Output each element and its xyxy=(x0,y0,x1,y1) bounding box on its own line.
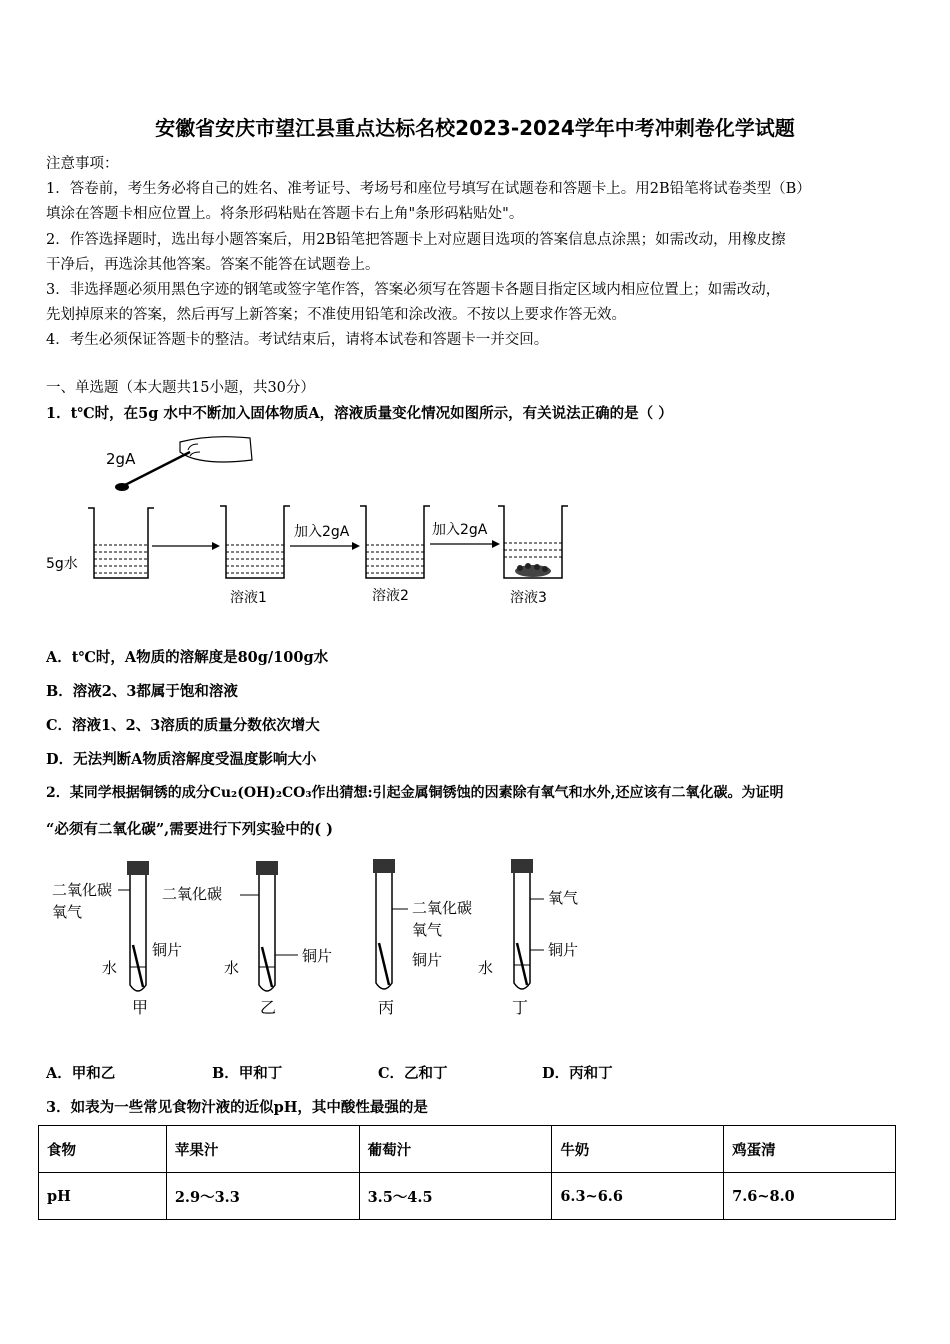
bing-gas-label-2: 氧气 xyxy=(412,921,443,939)
q2-option-b: B．甲和丁 xyxy=(212,1065,283,1082)
solution-3-label: 溶液3 xyxy=(510,590,547,606)
hand-icon xyxy=(180,437,252,462)
table-cell: 食物 xyxy=(39,1126,167,1173)
ding-gas-label: 氧气 xyxy=(548,889,579,907)
solution-1-label: 溶液1 xyxy=(230,590,267,606)
q2-option-a: A．甲和乙 xyxy=(46,1065,116,1082)
test-tube-yi xyxy=(256,861,278,991)
notice-line: 4．考生必须保证答题卡的整洁。考试结束后，请将本试卷和答题卡一并交回。 xyxy=(46,332,549,348)
notice-line: 填涂在答题卡相应位置上。将条形码粘贴在答题卡右上角"条形码粘贴处"。 xyxy=(46,206,524,222)
notice-heading: 注意事项： xyxy=(46,156,119,172)
q2-stem-1: 2．某同学根据铜锈的成分Cu₂(OH)₂CO₃作出猜想:引起金属铜锈蚀的因素除有氧气和水外,还应该有二氧化碳。为证明 xyxy=(46,785,784,801)
q2-option-d: D．丙和丁 xyxy=(542,1065,613,1082)
page-title: 安徽省安庆市望江县重点达标名校2023-2024学年中考冲刺卷化学试题 xyxy=(155,116,795,140)
water-label: 5g水 xyxy=(46,556,78,572)
table-row xyxy=(39,1173,896,1220)
table-cell: 苹果汁 xyxy=(166,1126,359,1173)
ding-copper-label: 铜片 xyxy=(548,941,579,959)
table-cell: 鸡蛋清 xyxy=(724,1126,896,1173)
notice-line: 3．非选择题必须用黑色字迹的钢笔或签字笔作答，答案必须写在答题卡各题目指定区域内相应位置上；如需改动， xyxy=(46,282,781,298)
table-cell: 7.6~8.0 xyxy=(724,1173,896,1220)
yi-label: 乙 xyxy=(260,998,277,1017)
q2-option-c: C．乙和丁 xyxy=(378,1065,448,1082)
solution-2-label: 溶液2 xyxy=(372,588,409,604)
table-cell: pH xyxy=(39,1173,167,1220)
jia-label: 甲 xyxy=(132,998,149,1017)
notice-line: 2．作答选择题时，选出每小题答案后，用2B铅笔把答题卡上对应题目选项的答案信息点涂黑；如需改动，用橡皮擦 xyxy=(46,232,786,248)
table-cell: 3.5～4.5 xyxy=(359,1173,552,1220)
bing-copper-label: 铜片 xyxy=(412,951,443,969)
q3-stem: 3．如表为一些常见食物汁液的近似pH，其中酸性最强的是 xyxy=(46,1099,428,1116)
test-tube-jia xyxy=(127,861,149,991)
jia-copper-label: 铜片 xyxy=(152,941,183,959)
bing-gas-label-1: 二氧化碳 xyxy=(412,899,473,917)
q1-option-b: B．溶液2、3都属于饱和溶液 xyxy=(46,683,238,700)
jia-water-label: 水 xyxy=(102,959,118,977)
q2-stem-2: “必须有二氧化碳”,需要进行下列实验中的( ) xyxy=(46,821,333,838)
table-cell: 6.3~6.6 xyxy=(552,1173,724,1220)
table-cell: 牛奶 xyxy=(552,1126,724,1173)
table-cell: 葡萄汁 xyxy=(359,1126,552,1173)
yi-gas-label: 二氧化碳 xyxy=(162,885,223,903)
section-heading: 一、单选题（本大题共15小题，共30分） xyxy=(46,380,315,396)
q2-test-tube-figure xyxy=(40,855,600,1025)
yi-copper-label: 铜片 xyxy=(302,947,333,965)
jia-gas-label-1: 二氧化碳 xyxy=(52,881,113,899)
ding-label: 丁 xyxy=(512,998,529,1017)
q1-option-d: D．无法判断A物质溶解度受温度影响大小 xyxy=(46,751,317,768)
q1-stem: 1．t℃时，在5g 水中不断加入固体物质A，溶液质量变化情况如图所示，有关说法正确的是（ ） xyxy=(46,405,673,422)
table-cell: 2.9～3.3 xyxy=(166,1173,359,1220)
ph-table xyxy=(38,1125,896,1220)
table-header-row xyxy=(39,1126,896,1173)
q1-option-c: C．溶液1、2、3溶质的质量分数依次增大 xyxy=(46,717,320,734)
beaker-solution-1 xyxy=(220,506,290,578)
notice-line: 干净后，再选涂其他答案。答案不能答在试题卷上。 xyxy=(46,257,380,273)
spoon-label: 2gA xyxy=(106,450,136,468)
q1-option-a: A．t℃时，A物质的溶解度是80g/100g水 xyxy=(46,649,329,666)
arrow-icon xyxy=(492,540,500,548)
beaker-solution-3 xyxy=(498,506,568,578)
arrow-icon xyxy=(352,542,360,550)
ding-water-label: 水 xyxy=(478,959,494,977)
add-label-2: 加入2gA xyxy=(432,522,488,538)
add-label-1: 加入2gA xyxy=(294,524,350,540)
beaker-solution-2 xyxy=(360,506,430,578)
test-tube-bing xyxy=(373,859,395,989)
beaker-water xyxy=(88,508,154,578)
arrow-icon xyxy=(212,542,220,550)
test-tube-ding xyxy=(511,859,533,989)
bing-label: 丙 xyxy=(378,998,395,1017)
jia-gas-label-2: 氧气 xyxy=(52,903,83,921)
yi-water-label: 水 xyxy=(224,959,240,977)
q1-beaker-figure xyxy=(40,430,600,610)
notice-line: 1．答卷前，考生务必将自己的姓名、准考证号、考场号和座位号填写在试题卷和答题卡上。用2B铅笔将试卷类型（B） xyxy=(46,181,811,197)
notice-line: 先划掉原来的答案，然后再写上新答案；不准使用铅笔和涂改液。不按以上要求作答无效。 xyxy=(46,307,626,323)
